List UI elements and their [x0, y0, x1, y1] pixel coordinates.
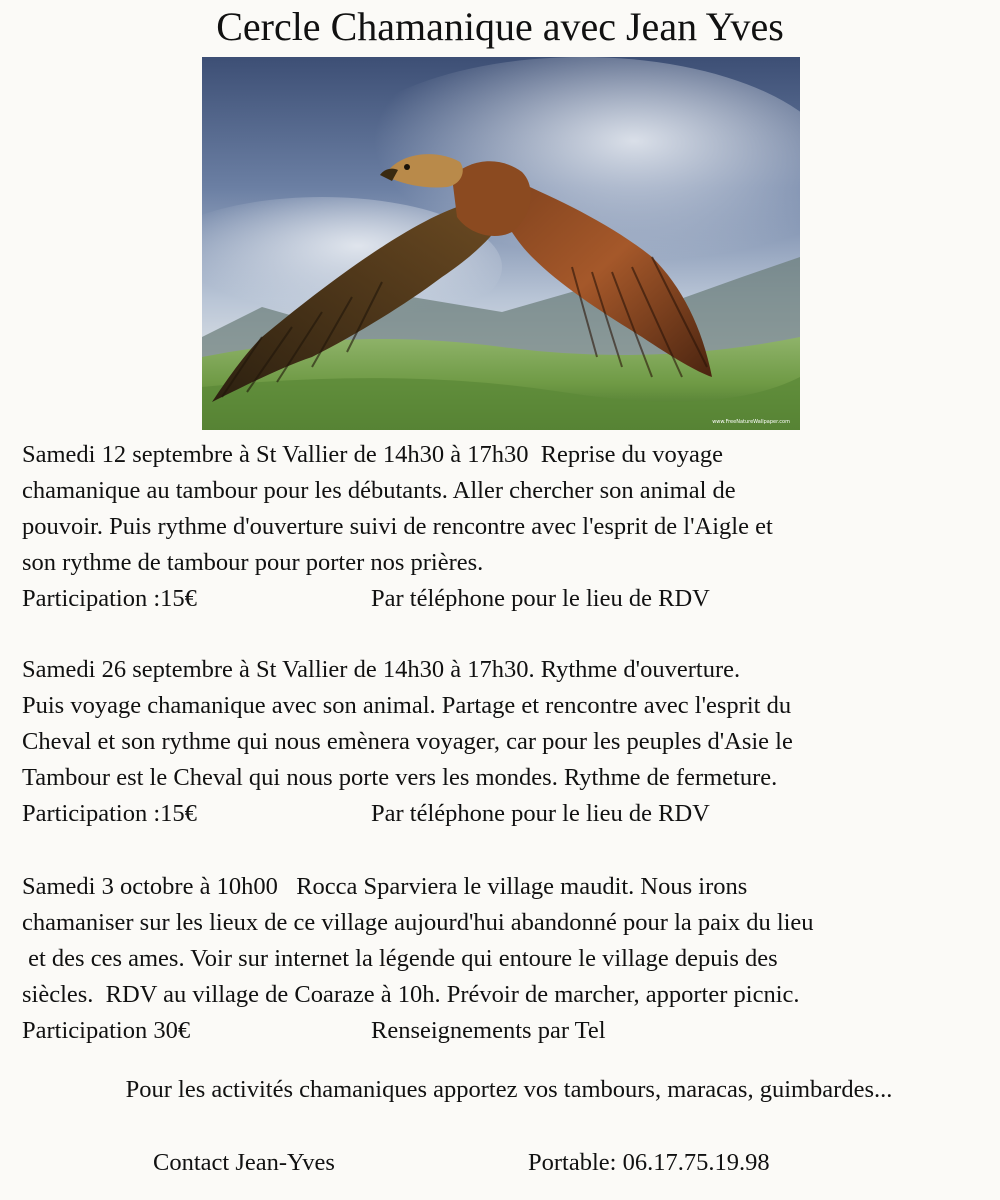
event-info: Par téléphone pour le lieu de RDV: [371, 800, 710, 827]
event-line: pouvoir. Puis rythme d'ouverture suivi de rencontre avec l'esprit de l'Aigle et: [22, 513, 773, 540]
event-line: Samedi 3 octobre à 10h00 Rocca Sparviera le village maudit. Nous irons: [22, 873, 748, 900]
event-line: Puis voyage chamanique avec son animal. Partage et rencontre avec l'esprit du: [22, 692, 792, 719]
contact-name: Contact Jean-Yves: [153, 1149, 335, 1176]
event-info: Par téléphone pour le lieu de RDV: [371, 585, 710, 612]
event-block-2: [22, 652, 997, 832]
contact-row: [0, 1145, 1000, 1181]
event-line: et des ces ames. Voir sur internet la légende qui entoure le village depuis des: [22, 945, 778, 972]
event-line: Samedi 26 septembre à St Vallier de 14h30 à 17h30. Rythme d'ouverture.: [22, 656, 741, 683]
event-line: chamanique au tambour pour les débutants. Aller chercher son animal de: [22, 477, 736, 504]
event-block-1: [22, 437, 997, 617]
photo-watermark: www.FreeNatureWallpaper.com: [712, 419, 790, 425]
event-line: son rythme de tambour pour porter nos prières.: [22, 549, 484, 576]
event-line: siècles. RDV au village de Coaraze à 10h. Prévoir de marcher, apporter picnic.: [22, 981, 800, 1008]
event-line: Cheval et son rythme qui nous emènera voyager, car pour les peuples d'Asie le: [22, 728, 793, 755]
event-price: Participation :15€: [22, 585, 197, 612]
event-line: Samedi 12 septembre à St Vallier de 14h30 à 17h30 Reprise du voyage: [22, 441, 724, 468]
activity-notice: Pour les activités chamaniques apportez vos tambours, maracas, guimbardes...: [125, 1076, 893, 1103]
event-price-row: [22, 581, 997, 617]
event-price: Participation 30€: [22, 1017, 191, 1044]
page-title: Cercle Chamanique avec Jean Yves: [216, 4, 784, 49]
event-price: Participation :15€: [22, 800, 197, 827]
event-info: Renseignements par Tel: [371, 1017, 606, 1044]
contact-phone: Portable: 06.17.75.19.98: [528, 1149, 770, 1176]
event-price-row: [22, 1013, 997, 1049]
event-block-3: [22, 869, 997, 1049]
eagle-photo: [202, 57, 800, 430]
event-line: Tambour est le Cheval qui nous porte vers les mondes. Rythme de fermeture.: [22, 764, 778, 791]
event-line: chamaniser sur les lieux de ce village aujourd'hui abandonné pour la paix du lieu: [22, 909, 814, 936]
event-price-row: [22, 796, 997, 832]
